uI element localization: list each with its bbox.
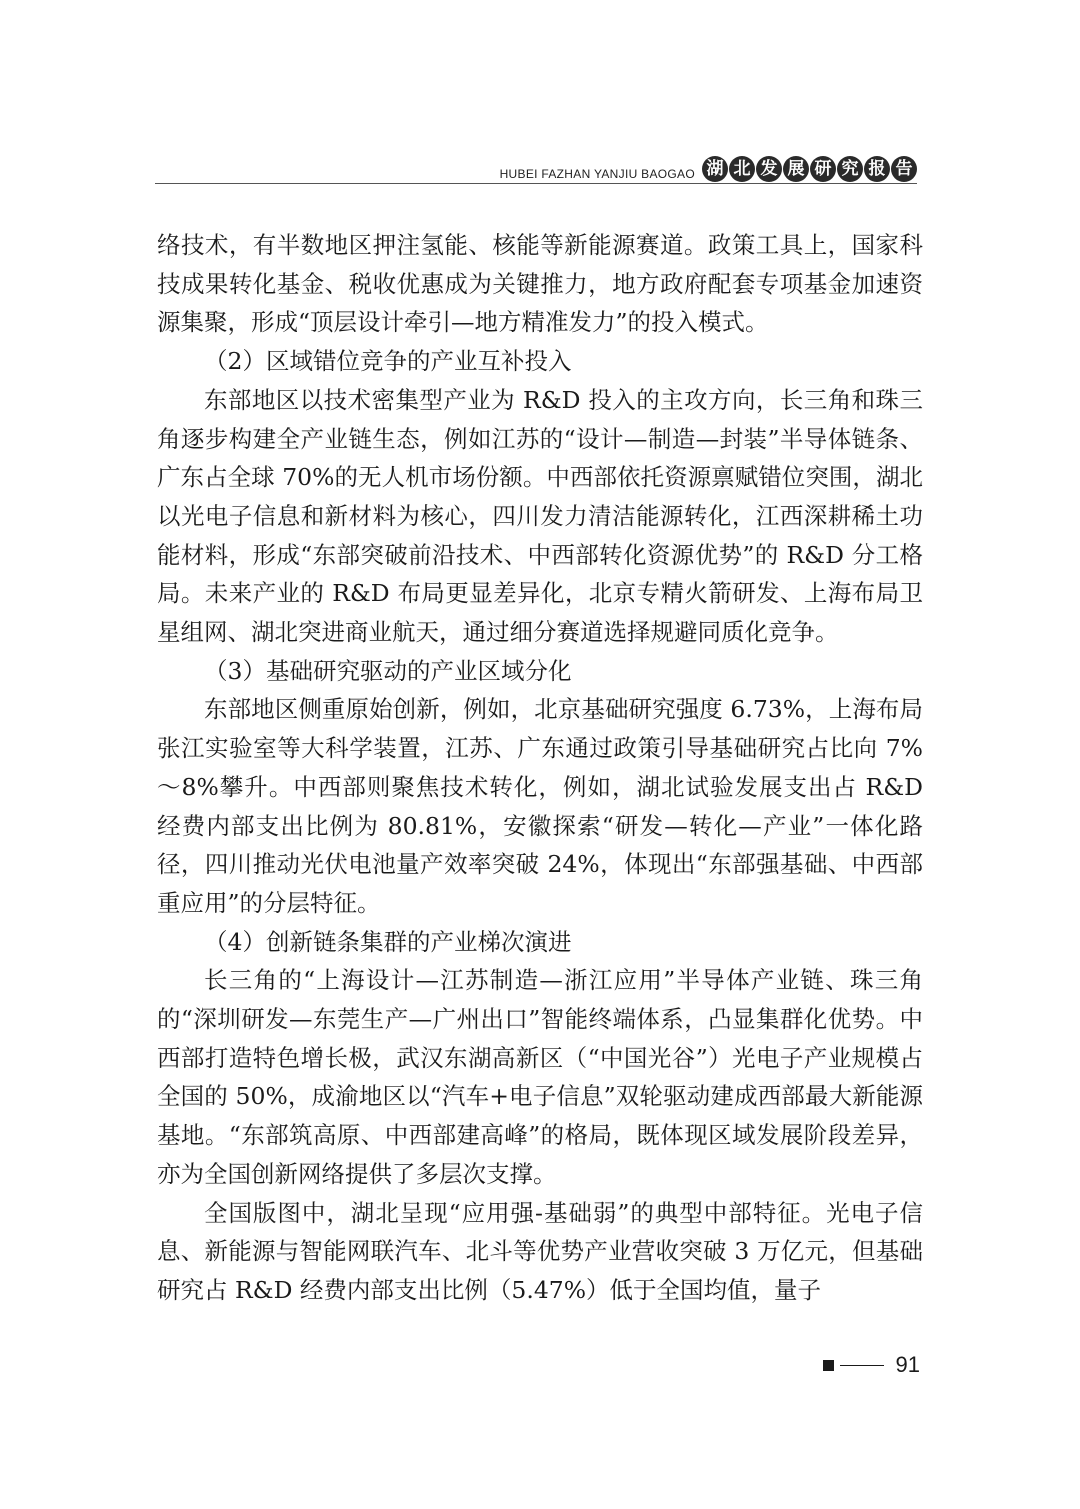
logo-char: 湖	[702, 156, 728, 182]
header-pinyin-title: HUBEI FAZHAN YANJIU BAOGAO	[499, 167, 695, 181]
paragraph: 全国版图中，湖北呈现“应用强-基础弱”的典型中部特征。光电子信息、新能源与智能网联汽车、北斗等优势产业营收突破 3 万亿元，但基础研究占 R&D 经费内部支出比例（5.47%）低于全国均值，量子	[157, 1198, 923, 1304]
logo-char: 报	[864, 156, 890, 182]
header-rule	[155, 183, 917, 184]
logo-char: 北	[729, 156, 755, 182]
logo-char: 展	[783, 156, 809, 182]
footer-square-mark	[823, 1360, 834, 1371]
footer-rule	[840, 1365, 884, 1366]
logo-char: 究	[837, 156, 863, 182]
logo-char: 发	[756, 156, 782, 182]
section-heading: （4）创新链条集群的产业梯次演进	[204, 927, 572, 956]
paragraph: 东部地区侧重原始创新，例如，北京基础研究强度 6.73%，上海布局张江实验室等大科学装置，江苏、广东通过政策引导基础研究占比向 7%～8%攀升。中西部则聚焦技术转化，例如，湖北试验发展支出占 R&D 经费内部支出比例为 80.81%，安徽探索“研发—转化—产业”一体化路径，四川推动光伏电池量产效率突破 24%，体现出“东部强基础、中西部重应用”的分层特征。	[157, 695, 923, 917]
page-number: 91	[895, 1352, 920, 1377]
section-heading: （3）基础研究驱动的产业区域分化	[204, 656, 572, 685]
paragraph: 长三角的“上海设计—江苏制造—浙江应用”半导体产业链、珠三角的“深圳研发—东莞生产—广州出口”智能终端体系，凸显集群化优势。中西部打造特色增长极，武汉东湖高新区（“中国光谷”）光电子产业规模占全国的 50%，成渝地区以“汽车+电子信息”双轮驱动建成西部最大新能源基地。“东部筑高原、中西部建高峰”的格局，既体现区域发展阶段差异，亦为全国创新网络提供了多层次支撑。	[157, 966, 923, 1188]
page-footer	[823, 1352, 920, 1378]
running-header	[155, 152, 917, 184]
header-logo-title	[702, 156, 917, 182]
logo-char: 告	[891, 156, 917, 182]
paragraph: 东部地区以技术密集型产业为 R&D 投入的主攻方向，长三角和珠三角逐步构建全产业链生态，例如江苏的“设计—制造—封装”半导体链条、广东占全球 70%的无人机市场份额。中西部依托资源禀赋错位突围，湖北以光电子信息和新材料为核心，四川发力清洁能源转化，江西深耕稀土功能材料，形成“东部突破前沿技术、中西部转化资源优势”的 R&D 分工格局。未来产业的 R&D 布局更显差异化，北京专精火箭研发、上海布局卫星组网、湖北突进商业航天，通过细分赛道选择规避同质化竞争。	[157, 385, 923, 647]
section-heading: （2）区域错位竞争的产业互补投入	[204, 347, 572, 376]
body-text	[157, 226, 923, 1310]
logo-char: 研	[810, 156, 836, 182]
paragraph: 络技术，有半数地区押注氢能、核能等新能源赛道。政策工具上，国家科技成果转化基金、税收优惠成为关键推力，地方政府配套专项基金加速资源集聚，形成“顶层设计牵引—地方精准发力”的投入模式。	[157, 231, 923, 337]
